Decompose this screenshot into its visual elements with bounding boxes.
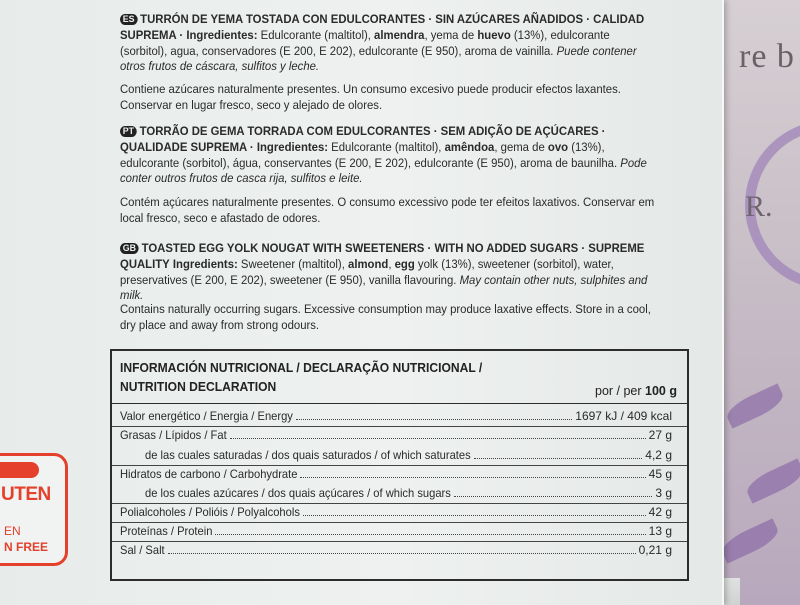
portuguese-allergen-egg: ovo xyxy=(547,139,569,154)
english-ingredients-label: Ingredients: xyxy=(172,256,238,271)
nutrition-row-value: 45 g xyxy=(648,467,672,481)
nutrition-row-leader xyxy=(300,477,645,478)
spanish-ingredients-label: · Ingredientes: xyxy=(176,27,258,42)
nutrition-row-label: Proteínas / Protein xyxy=(120,524,213,538)
fabric-brand-text: re b xyxy=(739,38,795,75)
nutrition-title-line1: INFORMACIÓN NUTRICIONAL / DECLARAÇÃO NUTRICIONAL / xyxy=(120,360,483,375)
english-ingredients: , xyxy=(388,256,395,271)
nutrition-row-value: 13 g xyxy=(648,524,672,538)
nutrition-row-divider xyxy=(112,522,687,523)
nutrition-row-label: Valor energético / Energia / Energy xyxy=(120,409,293,423)
gluten-free-badge xyxy=(0,453,68,566)
per-amount: 100 g xyxy=(645,384,677,398)
portuguese-note: Contém açúcares naturalmente presentes. O consumo excessivo pode ter efeitos laxativos. Conservar em local fresco, seco e afastado de odores. xyxy=(120,195,655,225)
nutrition-row-leader xyxy=(215,534,645,535)
nutrition-row-label: Polialcoholes / Polióis / Polyalcohols xyxy=(120,505,300,519)
english-section xyxy=(120,241,655,304)
portuguese-ingredients: (13%), edulcorante (sorbitol), água, conservantes (E 200, E 202), edulcorante (E 950), aroma de baunilha. xyxy=(120,139,621,170)
spanish-title: TURRÓN DE YEMA TOSTADA CON EDULCORANTES · SIN AZÚCARES AÑADIDOS · CALIDAD SUPREMA xyxy=(120,12,645,42)
portuguese-ingredients: , gema de xyxy=(494,139,548,154)
fabric-brand-text-2: R. xyxy=(745,190,773,223)
english-may-contain: May contain other nuts, sulphites and milk. xyxy=(120,272,648,303)
nutrition-row-leader xyxy=(474,458,643,459)
portuguese-title: TORRÃO DE GEMA TORRADA COM EDULCORANTES · SEM ADIÇÃO DE AÇÚCARES · QUALIDADE SUPREMA xyxy=(120,124,606,154)
english-allergen-nut: almond xyxy=(348,256,389,271)
fabric-leaf-pattern xyxy=(718,518,782,563)
nutrition-row-value: 4,2 g xyxy=(645,448,672,462)
nutrition-row-label: Hidratos de carbono / Carbohydrate xyxy=(120,467,298,481)
english-ingredients: yolk (13%), sweetener (sorbitol), water, preservatives (E 200, E 202), sweetener (E 950), vanilla flavouring. xyxy=(120,256,614,287)
nutrition-row xyxy=(120,428,672,443)
badge-line2: N FREE xyxy=(4,540,49,554)
portuguese-may-contain: Pode conter outros frutos de casca rija, sulfitos e leite. xyxy=(120,155,647,186)
nutrition-row xyxy=(120,486,672,501)
english-ingredients: Sweetener (maltitol), xyxy=(237,256,349,271)
nutrition-row-leader xyxy=(230,438,646,439)
english-title: TOASTED EGG YOLK NOUGAT WITH SWEETENERS · WITH NO ADDED SUGARS · SUPREME QUALITY xyxy=(120,241,645,271)
english-note: Contains naturally occurring sugars. Excessive consumption may produce laxative effects. Store in a cool, dry place and away from strong odours. xyxy=(120,302,651,332)
language-tag-gb: GB xyxy=(120,243,139,254)
nutrition-row-leader xyxy=(454,496,652,497)
spanish-ingredients: , yema de xyxy=(424,27,478,42)
badge-line1: EN xyxy=(4,524,21,538)
nutrition-row-label: Sal / Salt xyxy=(120,543,165,557)
nutrition-row-value: 0,21 g xyxy=(638,543,672,557)
nutrition-row-label: Grasas / Lípidos / Fat xyxy=(120,428,227,442)
nutrition-title-line2: NUTRITION DECLARATION xyxy=(120,379,277,394)
spanish-ingredients: Edulcorante (maltitol), xyxy=(257,27,375,42)
spanish-note: Contiene azúcares naturalmente presentes. Un consumo excesivo puede producir efectos laxantes. Conservar en lugar fresco, seco y alejado de olores. xyxy=(120,82,621,112)
spanish-may-contain: Puede contener otros frutos de cáscara, sulfitos y leche. xyxy=(120,43,637,74)
nutrition-row xyxy=(120,505,672,520)
nutrition-row xyxy=(120,409,672,424)
badge-title: UTEN xyxy=(1,484,51,505)
nutrition-row-value: 1697 kJ / 409 kcal xyxy=(575,409,672,423)
nutrition-table xyxy=(110,349,689,581)
per-prefix: por / per xyxy=(595,384,646,398)
portuguese-ingredients-label: · Ingredientes: xyxy=(246,139,329,154)
nutrition-row-divider xyxy=(112,503,687,504)
portuguese-allergen-nut: amêndoa xyxy=(444,139,495,154)
nutrition-row xyxy=(120,524,672,539)
fabric-leaf-pattern xyxy=(723,383,787,428)
language-tag-es: ES xyxy=(120,14,137,25)
spanish-allergen-nut: almendra xyxy=(374,27,425,42)
nutrition-row xyxy=(120,448,672,463)
nutrition-row-divider xyxy=(112,541,687,542)
nutrition-row-label: de las cuales saturadas / dos quais saturados / of which saturates xyxy=(145,448,471,462)
portuguese-ingredients: Edulcorante (maltitol), xyxy=(328,139,445,154)
badge-bar xyxy=(0,462,39,478)
spanish-allergen-egg: huevo xyxy=(477,27,511,42)
nutrition-row-value: 42 g xyxy=(648,505,672,519)
spanish-ingredients: (13%), edulcorante (sorbitol), agua, conservadores (E 200, E 202), edulcorante (E 950), aroma de vainilla. xyxy=(120,27,610,58)
nutrition-row-divider xyxy=(112,426,687,427)
nutrition-row xyxy=(120,467,672,482)
spanish-section xyxy=(120,12,655,75)
language-tag-pt: PT xyxy=(120,126,137,137)
nutrition-row-value: 3 g xyxy=(655,486,672,500)
nutrition-row-leader xyxy=(296,419,572,420)
nutrition-row-value: 27 g xyxy=(648,428,672,442)
nutrition-row-label: de los cuales azúcares / dos quais açúcares / of which sugars xyxy=(145,486,451,500)
fabric-leaf-pattern xyxy=(743,458,800,503)
nutrition-per-unit xyxy=(595,384,677,398)
nutrition-row-leader xyxy=(168,553,636,554)
nutrition-row-leader xyxy=(303,515,646,516)
portuguese-section xyxy=(120,124,655,187)
nutrition-row-divider xyxy=(112,465,687,466)
english-allergen-egg: egg xyxy=(394,256,415,271)
nutrition-table-header xyxy=(112,351,687,404)
nutrition-row xyxy=(120,543,672,558)
